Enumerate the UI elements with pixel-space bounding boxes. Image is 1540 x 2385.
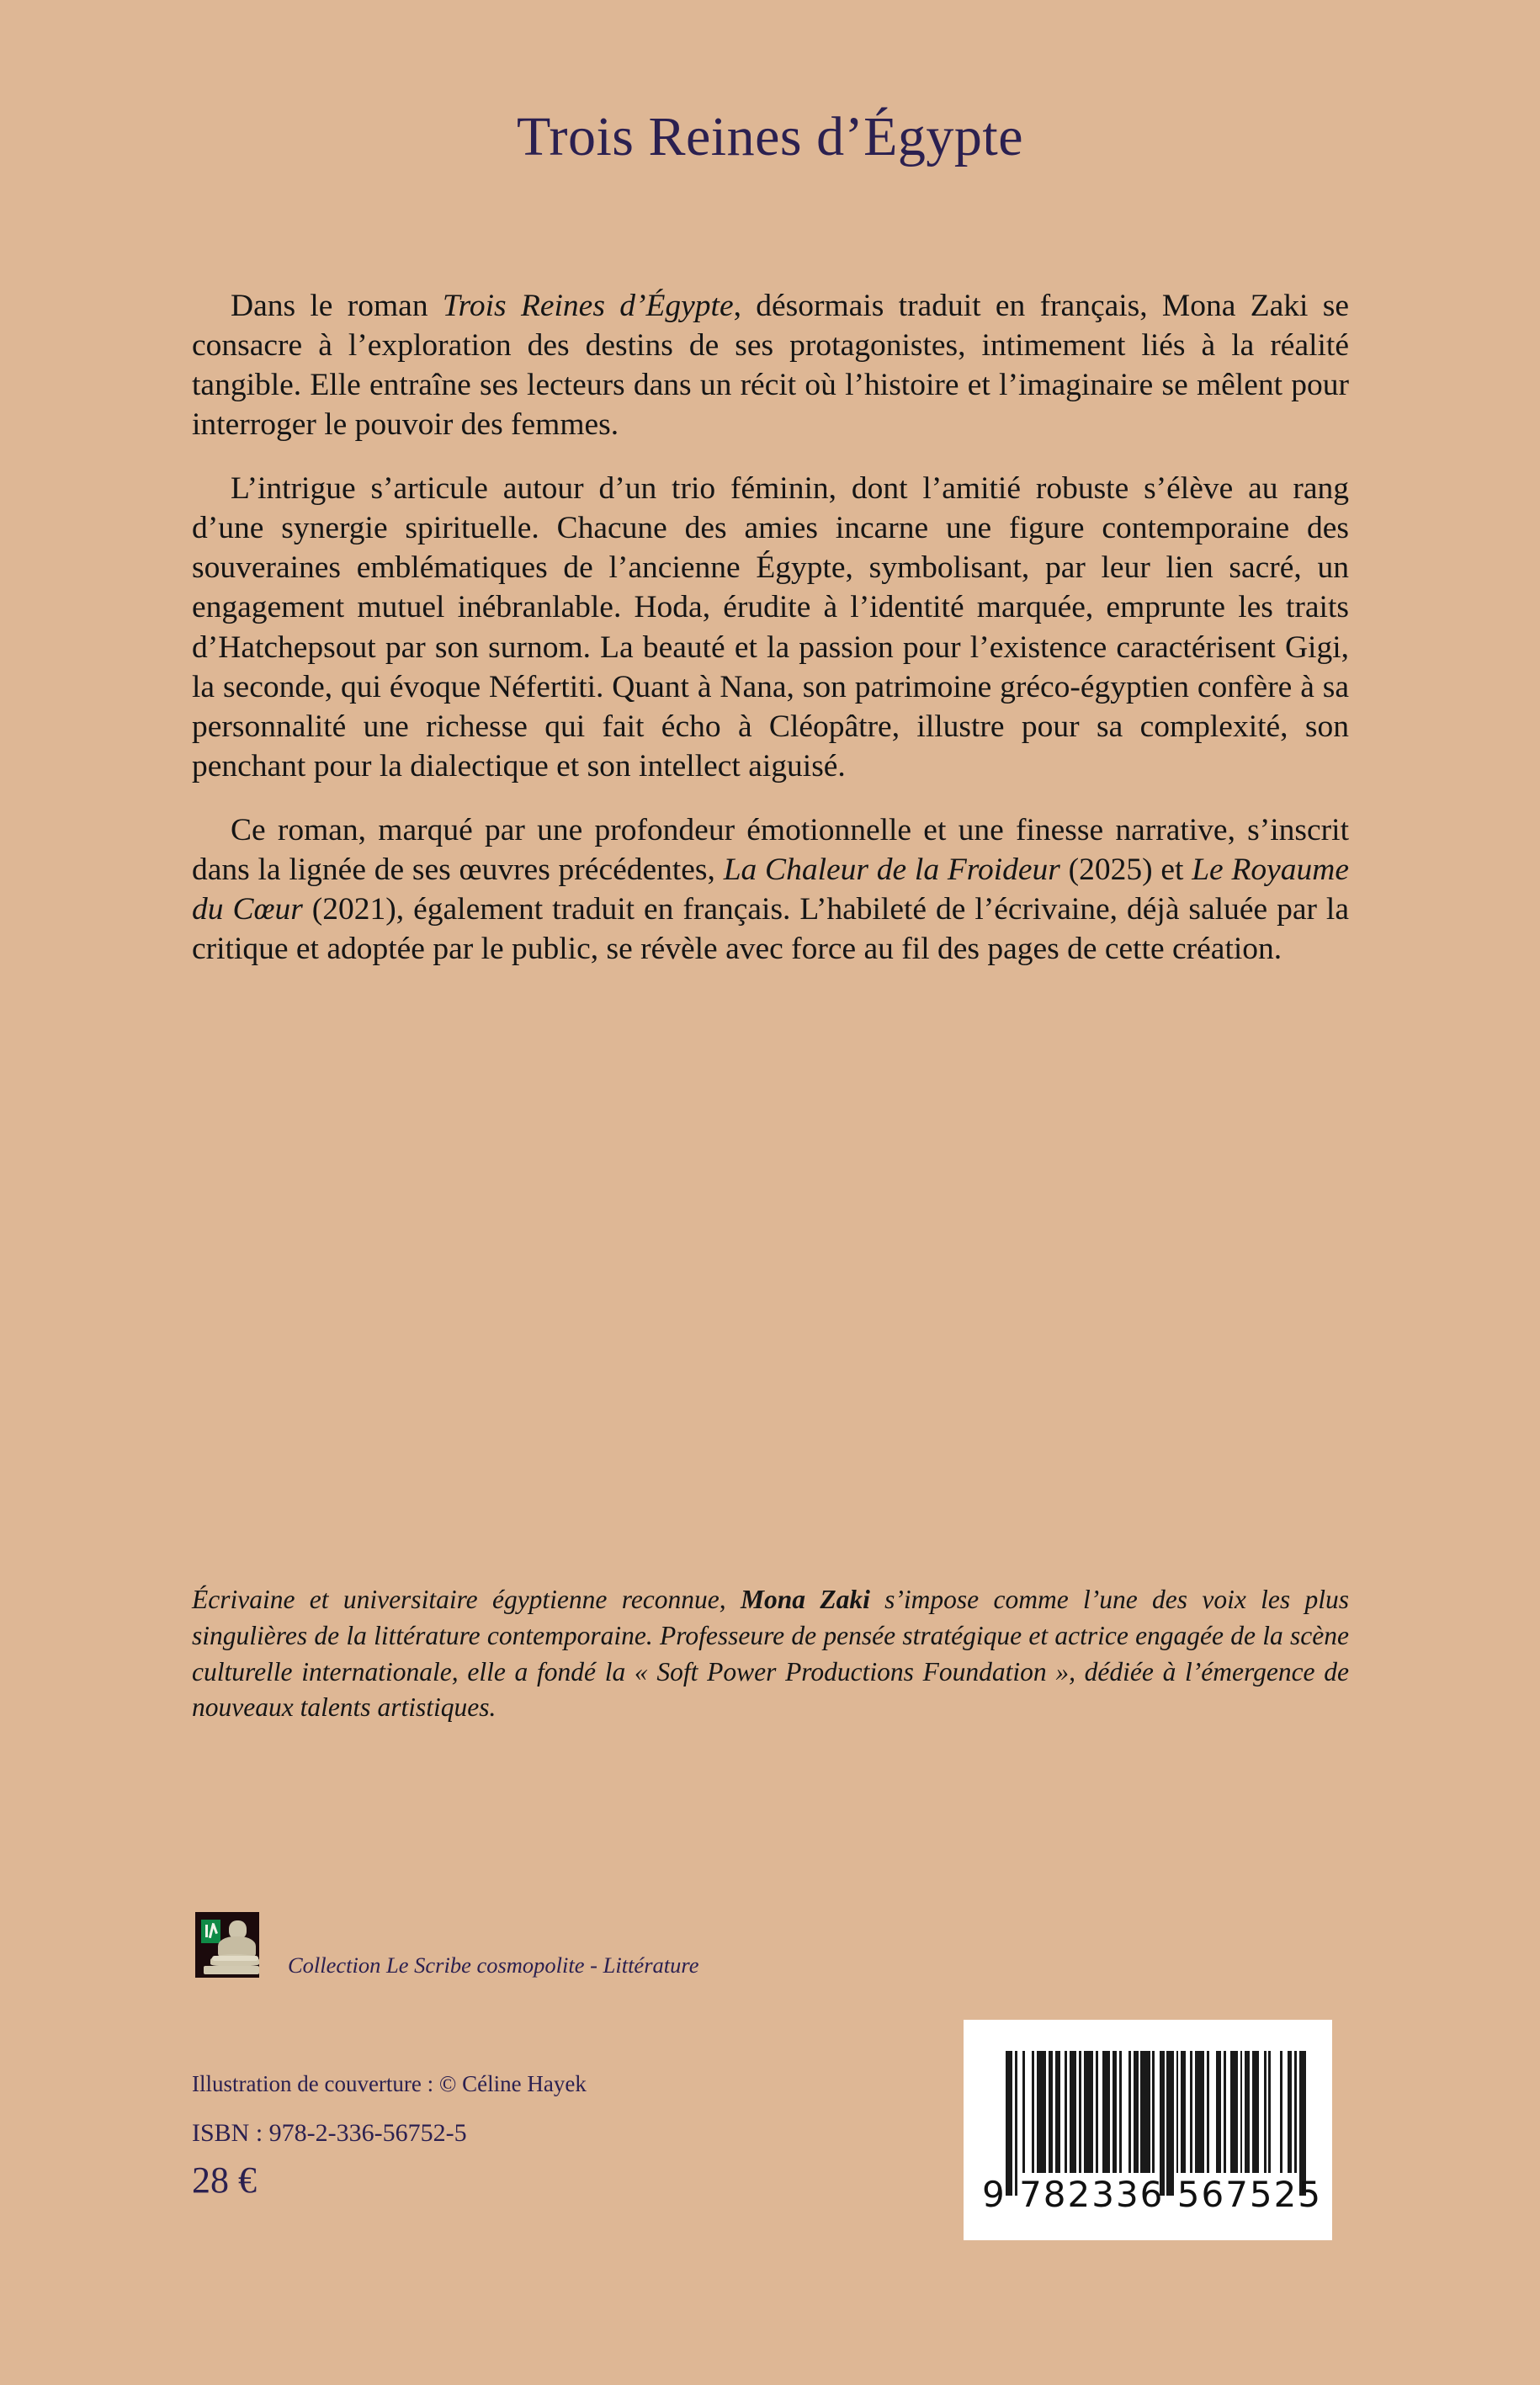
author-bio: Écrivaine et universitaire égyptienne reconnue, Mona Zaki s’impose comme l’une des voix les plus singulières de la littérature contemporaine. Professeure de pensée stratégique et actrice engagée de la scène culturelle internationale, elle a fondé la « Soft Power Productions Foundation », dédiée à l’émergence de nouveaux talents artistiques. <box>192 1585 1349 1723</box>
scribe-base <box>204 1966 259 1974</box>
credits-block <box>192 2072 587 2201</box>
title-block <box>0 108 1540 166</box>
barcode-bars <box>1006 2051 1309 2181</box>
blurb-paragraph-1: Dans le roman Trois Reines d’Égypte, désormais traduit en français, Mona Zaki se consacre à l’exploration des destins de ses protagonistes, intimement liés à la réalité tangible. Elle entraîne ses lecteurs dans un récit où l’histoire et l’imaginaire se mêlent pour interroger le pouvoir des femmes. <box>192 289 1350 443</box>
isbn-label: ISBN : 978-2-336-56752-5 <box>192 2118 467 2147</box>
cover-illustration-credit: Illustration de couverture : © Céline Hayek <box>192 2071 587 2096</box>
blurb-text <box>192 286 1349 969</box>
barcode-digits: 9 782336 567525 <box>982 2174 1323 2215</box>
price-label: 28 € <box>192 2159 257 2201</box>
page-title: Trois Reines d’Égypte <box>516 106 1024 167</box>
scribe-scroll <box>212 1956 258 1961</box>
blurb-paragraph-2: L’intrigue s’articule autour d’un trio féminin, dont l’amitié robuste s’élève au rang d’une synergie spirituelle. Chacune des amies incarne une figure contemporaine des souveraines emblématiques de l’ancienne Égypte, symbolisant, par leur lien sacré, un engagement mutuel inébranlable. Hoda, érudite à l’identité marquée, emprunte les traits d’Hatchepsout par son surnom. La beauté et la passion pour l’existence caractérisent Gigi, la seconde, qui évoque Néfertiti. Quant à Nana, son patrimoine gréco-égyptien confère à sa personnalité une richesse qui fait écho à Cléopâtre, illustre pour sa complexité, son penchant pour la dialectique et son intellect aiguisé. <box>192 471 1349 783</box>
blurb-paragraph-3: Ce roman, marqué par une profondeur émotionnelle et une finesse narrative, s’inscrit dans la lignée de ses œuvres précédentes, La Chaleur de la Froideur (2025) et Le Royaume du Cœur (2021), également traduit en français. L’habileté de l’écrivaine, déjà saluée par la critique et adoptée par le public, se révèle avec force au fil des pages de cette création. <box>192 812 1349 966</box>
collection-label: Collection Le Scribe cosmopolite - Littérature <box>288 1952 699 1978</box>
hieroglyph-badge-icon <box>201 1920 220 1943</box>
seated-scribe-statue-logo <box>195 1912 259 1978</box>
ean13-barcode <box>964 2020 1332 2240</box>
publisher-logo-row <box>195 1912 1205 1984</box>
